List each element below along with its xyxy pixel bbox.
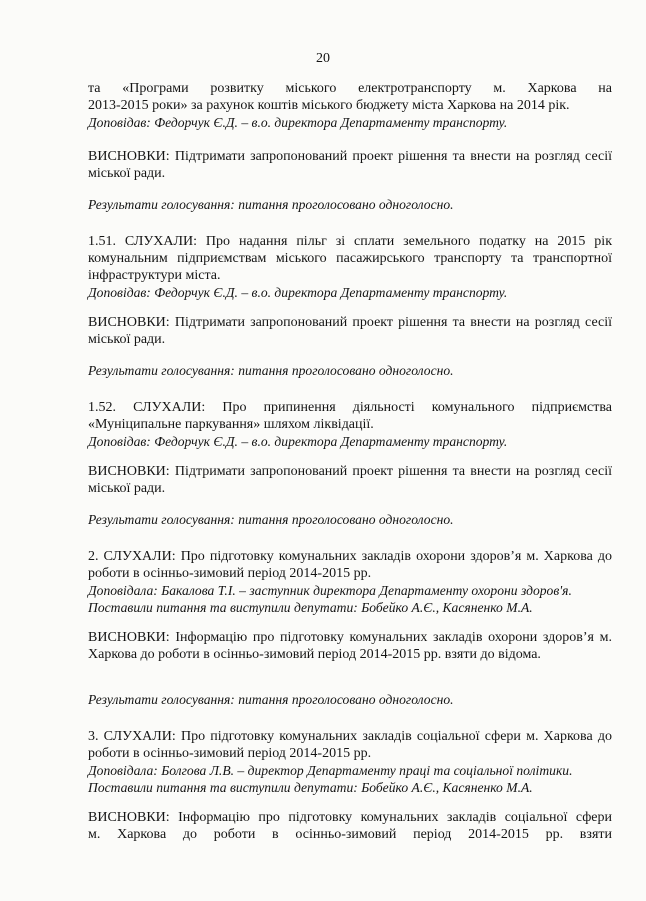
intro-line-2: 2013-2015 роки» за рахунок коштів міського бюджету міста Харкова на 2014 рік.	[88, 98, 570, 113]
item-2-reporter: Доповідала: Бакалова Т.І. – заступник директора Департаменту охорони здоров'я.	[88, 583, 572, 598]
item-3-decision-line-2: м. Харкова до роботи в осінньо-зимовий період 2014-2015 рр. взяти	[88, 827, 612, 842]
page-content	[88, 80, 612, 843]
intro-decision: ВИСНОВКИ: Підтримати запропонований проект рішення та внести на розгляд сесії міської ради.	[88, 149, 612, 181]
intro-line-1: та «Програми розвитку міського електротранспорту м. Харкова на	[88, 81, 612, 96]
item-1-52-reporter: Доповідав: Федорчук Є.Д. – в.о. директора Департаменту транспорту.	[88, 434, 508, 449]
item-1-52-heard-line-2: «Муніципальне паркування» шляхом ліквідації.	[88, 417, 374, 432]
item-1-52-decision: ВИСНОВКИ: Підтримати запропонований проект рішення та внести на розгляд сесії міської ради.	[88, 464, 612, 496]
item-3-heard: 3. СЛУХАЛИ: Про підготовку комунальних закладів соціальної сфери м. Харкова до роботи в осінньо-зимовий період 2014-2015 рр.	[88, 729, 612, 761]
page-number: 20	[316, 51, 330, 66]
item-1-51-vote: Результати голосування: питання проголосовано одноголосно.	[88, 363, 454, 378]
intro-reporter: Доповідав: Федорчук Є.Д. – в.о. директора Департаменту транспорту.	[88, 115, 508, 130]
item-1-51-heard: 1.51. СЛУХАЛИ: Про надання пільг зі сплати земельного податку на 2015 рік комунальним підприємствам міського пасажирського транспорту та транспортної інфраструктури міста.	[88, 234, 612, 283]
item-2-heard: 2. СЛУХАЛИ: Про підготовку комунальних закладів охорони здоров’я м. Харкова до роботи в осінньо-зимовий період 2014-2015 рр.	[88, 549, 612, 581]
item-2-decision: ВИСНОВКИ: Інформацію про підготовку комунальних закладів охорони здоров’я м. Харкова до роботи в осінньо-зимовий період 2014-2015 рр. взяти до відома.	[88, 630, 612, 662]
item-3-reporter: Доповідала: Болгова Л.В. – директор Департаменту праці та соціальної політики.	[88, 763, 573, 778]
item-1-52-vote: Результати голосування: питання проголосовано одноголосно.	[88, 512, 454, 527]
intro-vote: Результати голосування: питання проголосовано одноголосно.	[88, 197, 454, 212]
item-1-52-heard-line-1: 1.52. СЛУХАЛИ: Про припинення діяльності комунального підприємства	[88, 400, 612, 415]
item-1-51-reporter: Доповідав: Федорчук Є.Д. – в.о. директора Департаменту транспорту.	[88, 285, 508, 300]
item-2-speakers: Поставили питання та виступили депутати: Бобейко А.Є., Касяненко М.А.	[88, 600, 533, 615]
item-2-vote: Результати голосування: питання проголосовано одноголосно.	[88, 692, 454, 707]
item-3-decision-line-1: ВИСНОВКИ: Інформацію про підготовку комунальних закладів соціальної сфери	[88, 810, 612, 825]
item-1-51-decision: ВИСНОВКИ: Підтримати запропонований проект рішення та внести на розгляд сесії міської ради.	[88, 315, 612, 347]
item-3-speakers: Поставили питання та виступили депутати: Бобейко А.Є., Касяненко М.А.	[88, 780, 533, 795]
